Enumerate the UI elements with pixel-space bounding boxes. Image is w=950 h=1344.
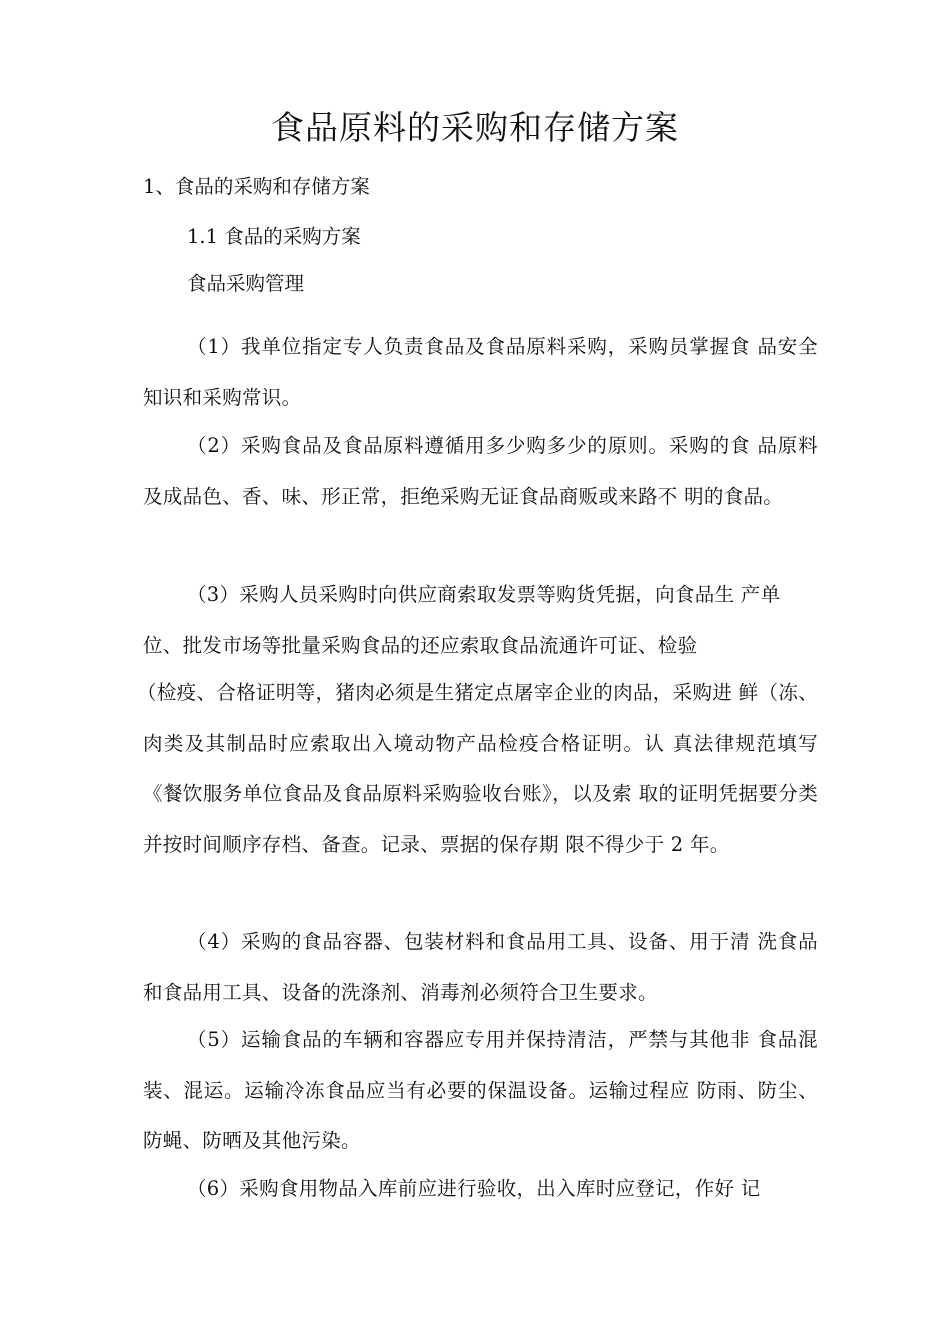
paragraph-4: （4）采购的食品容器、包装材料和食品用工具、设备、用于清 洗食品和食品用工具、设备的洗涤剂、消毒剂必须符合卫生要求。 (143, 930, 818, 1004)
section-heading-1: 1、食品的采购和存储方案 (143, 175, 370, 198)
paragraph-5: （5）运输食品的车辆和容器应专用并保持清洁，严禁与其他非 食品混装、混运。运输冷冻食品应当有必要的保温设备。运输过程应 防雨、防尘、防蝇、防晒及其他污染。 (143, 1028, 818, 1152)
paragraph-2: （2）采购食品及食品原料遵循用多少购多少的原则。采购的食 品原料及成品色、香、味、形正常，拒绝采购无证食品商贩或来路不 明的食品。 (143, 434, 818, 508)
paragraph-3: （3）采购人员采购时向供应商索取发票等购货凭据，向食品生 产单位、批发市场等批量采购食品的还应索取食品流通许可证、检验 (143, 583, 781, 657)
document-title: 食品原料的采购和存储方案 (271, 108, 679, 147)
subheading-procurement-management: 食品采购管理 (187, 272, 305, 295)
paragraph-1: （1）我单位指定专人负责食品及食品原料采购，采购员掌握食 品安全知识和采购常识。 (143, 335, 818, 409)
section-heading-1-1: 1.1 食品的采购方案 (187, 225, 361, 248)
paragraph-6: （6）采购食用物品入库前应进行验收，出入库时应登记，作好 记 (187, 1177, 761, 1200)
paragraph-3-continued: （检疫、合格证明等，猪肉必须是生猪定点屠宰企业的肉品，采购进 鲜（冻、肉类及其制品时应索取出入境动物产品检疫合格证明。认 真法律规范填写《餐饮服务单位食品及食品原料采购验收台账》，以及索 取的证明凭据要分类并按时间顺序存档、备查。记录、票据的保存期 限不得少于 2 年。 (137, 681, 818, 856)
